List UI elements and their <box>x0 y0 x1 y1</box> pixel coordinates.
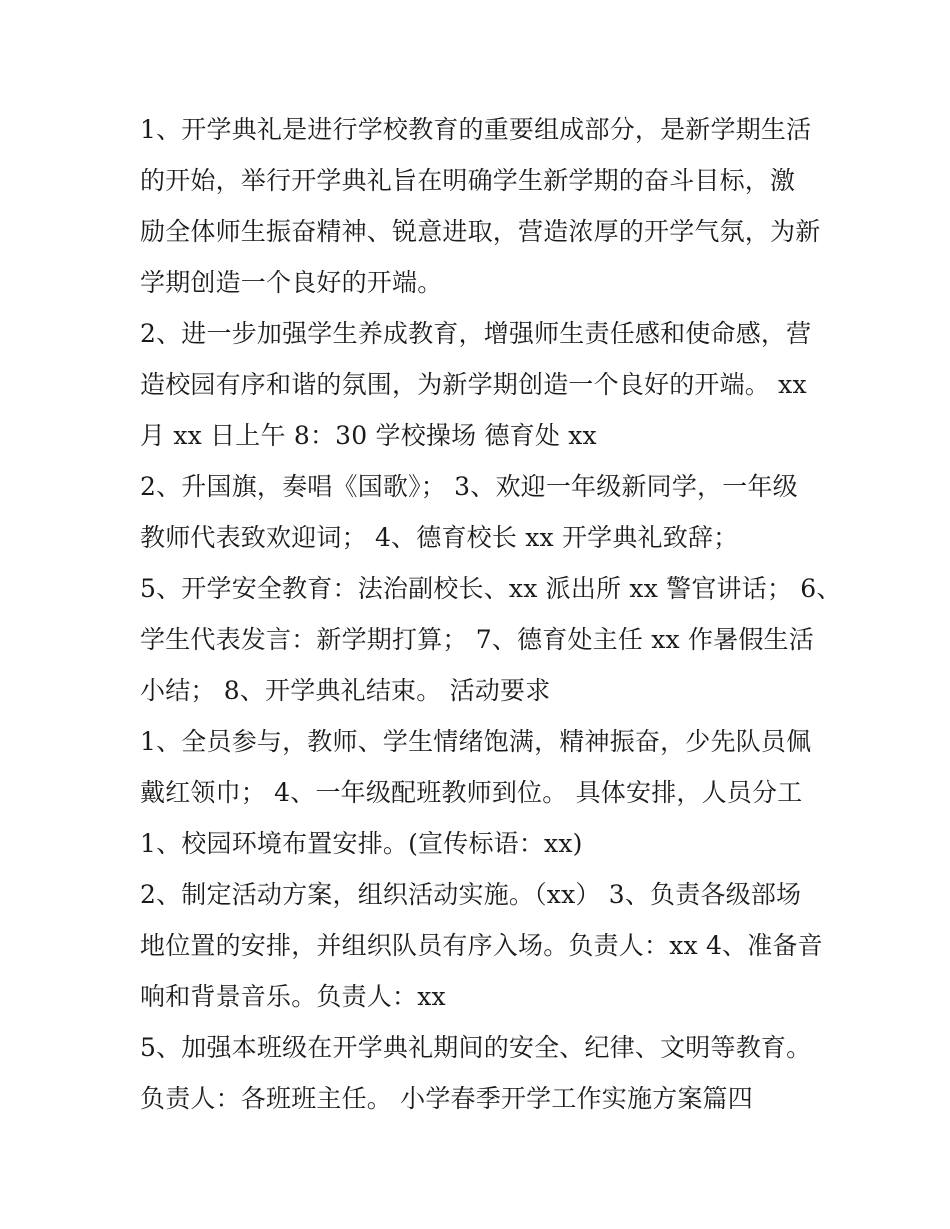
text-line: 地位置的安排，并组织队员有序入场。负责人：xx 4、准备音 <box>140 931 823 960</box>
text-line: 励全体师生振奋精神、锐意进取，营造浓厚的开学气氛，为新 <box>140 217 821 246</box>
text-line: 1、校园环境布置安排。(宣传标语：xx) <box>140 829 583 858</box>
text-line: 学期创造一个良好的开端。 <box>140 268 443 297</box>
text-line: 5、开学安全教育：法治副校长、xx 派出所 xx 警官讲话； 6、 <box>140 574 842 603</box>
text-line: 小结； 8、开学典礼结束。 活动要求 <box>140 676 551 705</box>
text-line: 戴红领巾； 4、一年级配班教师到位。 具体安排，人员分工 <box>140 778 803 807</box>
text-line: 2、制定活动方案，组织活动实施。（xx） 3、负责各级部场 <box>140 880 802 909</box>
text-line: 学生代表发言：新学期打算； 7、德育处主任 xx 作暑假生活 <box>140 625 814 654</box>
text-line: 1、全员参与，教师、学生情绪饱满，精神振奋，少先队员佩 <box>140 727 812 756</box>
text-line: 教师代表致欢迎词； 4、德育校长 xx 开学典礼致辞； <box>140 523 739 552</box>
text-line: 响和背景音乐。负责人：xx <box>140 982 446 1011</box>
text-line: 的开始，举行开学典礼旨在明确学生新学期的奋斗目标，激 <box>140 166 796 195</box>
text-line: 造校园有序和谐的氛围，为新学期创造一个良好的开端。 xx <box>140 370 807 399</box>
document-body <box>140 104 842 1124</box>
text-line: 2、升国旗，奏唱《国歌》； 3、欢迎一年级新同学，一年级 <box>140 472 798 501</box>
text-line: 2、进一步加强学生养成教育，增强师生责任感和使命感，营 <box>140 319 812 348</box>
text-line: 负责人：各班班主任。 小学春季开学工作实施方案篇四 <box>140 1084 753 1113</box>
text-line: 1、开学典礼是进行学校教育的重要组成部分，是新学期生活 <box>140 115 812 144</box>
text-line: 5、加强本班级在开学典礼期间的安全、纪律、文明等教育。 <box>140 1033 812 1062</box>
text-line: 月 xx 日上午 8：30 学校操场 德育处 xx <box>140 421 597 450</box>
